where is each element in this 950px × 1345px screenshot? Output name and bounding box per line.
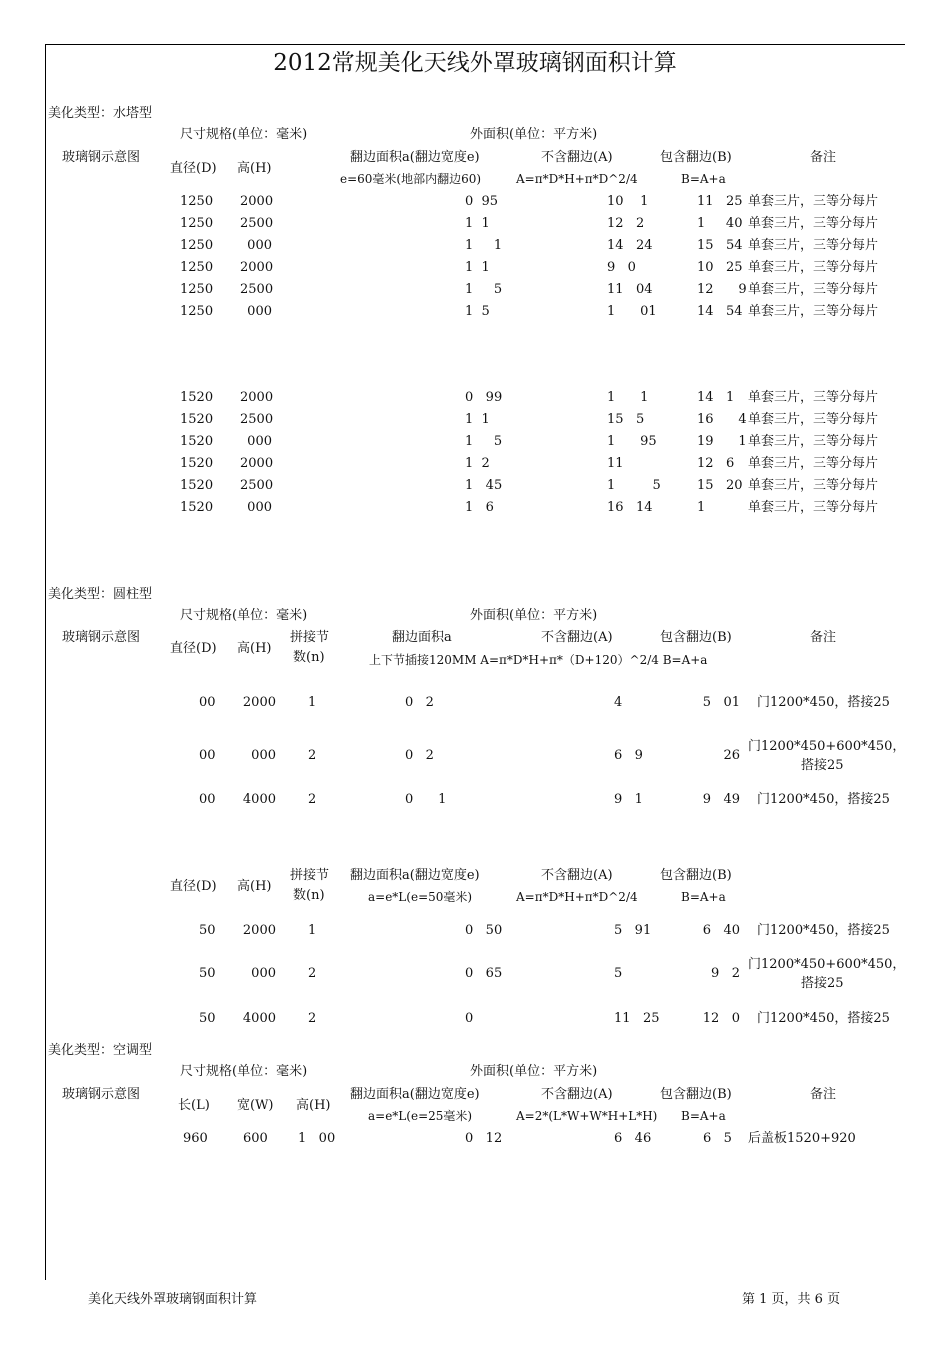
length-header: 长(L) <box>178 1098 210 1113</box>
remark-cell: 单套三片，三等分每片 <box>748 500 879 515</box>
flange-area-cell: 0 65 <box>465 966 503 981</box>
area-with-flange-cell: 12 0 <box>702 1011 740 1026</box>
height-header: 高(H) <box>237 641 272 656</box>
area-with-flange-cell: 9 2 <box>711 966 740 981</box>
no-flange-header: 不含翻边(A) <box>541 868 613 883</box>
segment-count-cell: 2 <box>308 792 317 807</box>
remark-cell: 门1200*450+600*450， <box>748 739 906 754</box>
area-no-flange-cell: 16 14 <box>607 500 653 515</box>
height-cell: 000 <box>247 304 272 319</box>
cylinder-formula-line: 上下节插接120MM A=π*D*H+π*（D+120）^2/4 B=A+a <box>369 653 708 667</box>
remark-cell: 单套三片，三等分每片 <box>748 412 879 427</box>
area-no-flange-cell: 1 5 <box>607 478 661 493</box>
height-header: 高(H) <box>237 879 272 894</box>
flange-area-cell: 0 99 <box>465 390 503 405</box>
flange-formula: a=e*L(e=25毫米) <box>368 1109 473 1123</box>
area-with-flange-cell: 6 40 <box>702 923 740 938</box>
height-header: 高(H) <box>237 161 272 176</box>
section-cylinder-label: 美化类型：圆柱型 <box>48 587 153 602</box>
remark-cell: 单套三片，三等分每片 <box>748 456 879 471</box>
area-no-flange-cell: 5 91 <box>614 923 652 938</box>
flange-area-cell: 1 45 <box>465 478 503 493</box>
flange-area-cell: 1 2 <box>465 456 490 471</box>
flange-area-cell: 1 1 <box>465 216 490 231</box>
with-flange-header: 包含翻边(B) <box>660 868 732 883</box>
aircon-height: 1 00 <box>298 1131 336 1146</box>
remark-header: 备注 <box>810 150 837 165</box>
flange-area-cell: 0 1 <box>405 792 447 807</box>
segment-count-cell: 2 <box>308 1011 317 1026</box>
diameter-cell: 00 <box>199 748 216 763</box>
height-cell: 000 <box>247 238 272 253</box>
diameter-cell: 1250 <box>180 260 214 275</box>
remark-cell: 单套三片，三等分每片 <box>748 282 879 297</box>
segment-count-header-2: 数(n) <box>293 650 325 665</box>
no-flange-header: 不含翻边(A) <box>541 1087 613 1102</box>
height-cell: 2500 <box>240 216 274 231</box>
area-no-flange-cell: 14 24 <box>607 238 653 253</box>
height-cell: 000 <box>251 966 276 981</box>
remark-cell: 单套三片，三等分每片 <box>748 260 879 275</box>
segment-count-header-1: 拼接节 <box>290 868 330 883</box>
size-spec-header: 尺寸规格(单位：毫米) <box>180 127 308 142</box>
no-flange-header: 不含翻边(A) <box>541 630 613 645</box>
diameter-cell: 1250 <box>180 304 214 319</box>
area-with-flange-cell: 16 4 <box>697 412 747 427</box>
remark-cell: 单套三片，三等分每片 <box>748 478 879 493</box>
diameter-cell: 1250 <box>180 238 214 253</box>
diameter-cell: 1250 <box>180 216 214 231</box>
height-cell: 000 <box>247 500 272 515</box>
diameter-header: 直径(D) <box>170 161 217 176</box>
with-flange-header: 包含翻边(B) <box>660 630 732 645</box>
area-no-flange-cell: 6 9 <box>614 748 643 763</box>
area-no-flange-cell: 9 0 <box>607 260 636 275</box>
diameter-cell: 00 <box>199 792 216 807</box>
area-with-flange-cell: 14 1 <box>697 390 735 405</box>
remark-cell: 门1200*450，搭接25 <box>757 695 890 710</box>
segment-count-header-2: 数(n) <box>293 888 325 903</box>
diameter-cell: 00 <box>199 695 216 710</box>
height-cell: 2000 <box>242 695 276 710</box>
area-no-flange-cell: 12 2 <box>607 216 645 231</box>
area-with-flange-cell: 12 9 <box>697 282 747 297</box>
diameter-cell: 1250 <box>180 194 214 209</box>
top-border <box>45 44 905 45</box>
area-no-flange-cell: 11 04 <box>607 282 653 297</box>
area-no-flange-cell: 10 1 <box>607 194 649 209</box>
flange-area-cell: 0 2 <box>405 695 434 710</box>
flange-formula: a=e*L(e=50毫米) <box>368 890 473 904</box>
area-no-flange-cell: 5 <box>614 966 623 981</box>
aircon-width: 600 <box>243 1131 268 1146</box>
remark-cell: 单套三片，三等分每片 <box>748 194 879 209</box>
height-cell: 2000 <box>240 390 274 405</box>
area-no-flange-cell: 1 1 <box>607 390 649 405</box>
diameter-cell: 1520 <box>180 456 214 471</box>
diagram-header: 玻璃钢示意图 <box>62 630 141 645</box>
area-no-flange-cell: 4 <box>614 695 623 710</box>
no-flange-formula: A=π*D*H+π*D^2/4 <box>516 172 638 186</box>
height-cell: 2000 <box>240 194 274 209</box>
page-title: 2012常规美化天线外罩玻璃钢面积计算 <box>273 50 677 76</box>
flange-formula: e=60毫米(地部内翻边60) <box>340 172 482 186</box>
diameter-header: 直径(D) <box>170 879 217 894</box>
aircon-flange-area: 0 12 <box>465 1131 503 1146</box>
area-no-flange-cell: 15 5 <box>607 412 645 427</box>
segment-count-cell: 2 <box>308 966 317 981</box>
footer-page-number: 第 1 页，共 6 页 <box>742 1292 841 1307</box>
area-with-flange-cell: 14 54 <box>697 304 743 319</box>
section-water-tower-label: 美化类型：水塔型 <box>48 106 153 121</box>
remark-cell: 单套三片，三等分每片 <box>748 304 879 319</box>
area-with-flange-cell: 9 49 <box>702 792 740 807</box>
segment-count-header-1: 拼接节 <box>290 630 330 645</box>
section-aircon-label: 美化类型：空调型 <box>48 1043 153 1058</box>
no-flange-header: 不含翻边(A) <box>541 150 613 165</box>
remark-header: 备注 <box>810 630 837 645</box>
height-cell: 000 <box>251 748 276 763</box>
flange-area-cell: 1 1 <box>465 412 490 427</box>
height-cell: 4000 <box>242 792 276 807</box>
with-flange-formula: B=A+a <box>681 1109 726 1123</box>
area-no-flange-cell: 9 1 <box>614 792 643 807</box>
size-spec-header: 尺寸规格(单位：毫米) <box>180 1064 308 1079</box>
flange-area-header: 翻边面积a(翻边宽度e) <box>350 868 480 883</box>
height-cell: 2500 <box>240 412 274 427</box>
area-no-flange-cell: 11 <box>607 456 624 471</box>
aircon-area-with-flange: 6 5 <box>703 1131 732 1146</box>
aircon-note: 后盖板1520+920 <box>748 1131 856 1146</box>
remark-cell-line2: 搭接25 <box>801 758 844 773</box>
area-with-flange-cell: 5 01 <box>702 695 740 710</box>
height-cell: 2500 <box>240 282 274 297</box>
area-with-flange-cell: 10 25 <box>697 260 743 275</box>
area-with-flange-cell: 11 25 <box>697 194 743 209</box>
diagram-header: 玻璃钢示意图 <box>62 150 141 165</box>
remark-cell: 门1200*450，搭接25 <box>757 1011 890 1026</box>
height-cell: 4000 <box>242 1011 276 1026</box>
segment-count-cell: 1 <box>308 923 317 938</box>
remark-cell: 门1200*450+600*450， <box>748 957 906 972</box>
diameter-cell: 50 <box>199 966 216 981</box>
remark-cell: 单套三片，三等分每片 <box>748 390 879 405</box>
no-flange-formula: A=π*D*H+π*D^2/4 <box>516 890 638 904</box>
flange-area-cell: 1 1 <box>465 238 503 253</box>
diameter-cell: 1250 <box>180 282 214 297</box>
remark-header: 备注 <box>810 1087 837 1102</box>
diameter-cell: 1520 <box>180 390 214 405</box>
area-no-flange-cell: 11 25 <box>614 1011 660 1026</box>
height-cell: 2000 <box>240 456 274 471</box>
flange-area-cell: 1 6 <box>465 500 494 515</box>
no-flange-formula: A=2*(L*W+W*H+L*H) <box>516 1109 658 1123</box>
with-flange-header: 包含翻边(B) <box>660 150 732 165</box>
footer-doc-title: 美化天线外罩玻璃钢面积计算 <box>88 1292 258 1307</box>
remark-cell: 单套三片，三等分每片 <box>748 238 879 253</box>
area-with-flange-cell: 12 6 <box>697 456 735 471</box>
area-with-flange-cell: 19 1 <box>697 434 747 449</box>
flange-area-cell: 1 5 <box>465 282 503 297</box>
flange-area-cell: 0 50 <box>465 923 503 938</box>
flange-area-cell: 0 2 <box>405 748 434 763</box>
aircon-length: 960 <box>183 1131 208 1146</box>
flange-area-cell: 1 5 <box>465 304 490 319</box>
area-with-flange-cell: 1 <box>697 500 706 515</box>
width-header: 宽(W) <box>237 1098 274 1113</box>
size-spec-header: 尺寸规格(单位：毫米) <box>180 608 308 623</box>
diameter-cell: 1520 <box>180 500 214 515</box>
diameter-cell: 50 <box>199 1011 216 1026</box>
with-flange-formula: B=A+a <box>681 172 726 186</box>
diameter-header: 直径(D) <box>170 641 217 656</box>
diameter-cell: 1520 <box>180 478 214 493</box>
flange-area-header: 翻边面积a(翻边宽度e) <box>350 150 480 165</box>
segment-count-cell: 1 <box>308 695 317 710</box>
remark-cell: 门1200*450，搭接25 <box>757 792 890 807</box>
aircon-area-no-flange: 6 46 <box>614 1131 652 1146</box>
diameter-cell: 1520 <box>180 412 214 427</box>
flange-area-cell: 1 5 <box>465 434 503 449</box>
area-with-flange-cell: 26 <box>723 748 740 763</box>
height-cell: 2000 <box>242 923 276 938</box>
with-flange-formula: B=A+a <box>681 890 726 904</box>
area-header: 外面积(单位：平方米) <box>470 127 598 142</box>
diameter-cell: 1520 <box>180 434 214 449</box>
remark-cell: 单套三片，三等分每片 <box>748 216 879 231</box>
remark-cell-line2: 搭接25 <box>801 976 844 991</box>
remark-cell: 门1200*450，搭接25 <box>757 923 890 938</box>
flange-area-header: 翻边面积a <box>392 630 452 645</box>
flange-area-cell: 0 95 <box>465 194 499 209</box>
area-with-flange-cell: 15 54 <box>697 238 743 253</box>
segment-count-cell: 2 <box>308 748 317 763</box>
with-flange-header: 包含翻边(B) <box>660 1087 732 1102</box>
area-with-flange-cell: 1 40 <box>697 216 743 231</box>
area-header: 外面积(单位：平方米) <box>470 1064 598 1079</box>
diameter-cell: 50 <box>199 923 216 938</box>
height-cell: 000 <box>247 434 272 449</box>
area-with-flange-cell: 15 20 <box>697 478 743 493</box>
flange-area-cell: 0 <box>465 1011 474 1026</box>
diagram-header: 玻璃钢示意图 <box>62 1087 141 1102</box>
height-cell: 2500 <box>240 478 274 493</box>
flange-area-header: 翻边面积a(翻边宽度e) <box>350 1087 480 1102</box>
area-header: 外面积(单位：平方米) <box>470 608 598 623</box>
height-header: 高(H) <box>296 1098 331 1113</box>
flange-area-cell: 1 1 <box>465 260 490 275</box>
left-border <box>45 44 46 1280</box>
remark-cell: 单套三片，三等分每片 <box>748 434 879 449</box>
area-no-flange-cell: 1 95 <box>607 434 657 449</box>
height-cell: 2000 <box>240 260 274 275</box>
area-no-flange-cell: 1 01 <box>607 304 657 319</box>
